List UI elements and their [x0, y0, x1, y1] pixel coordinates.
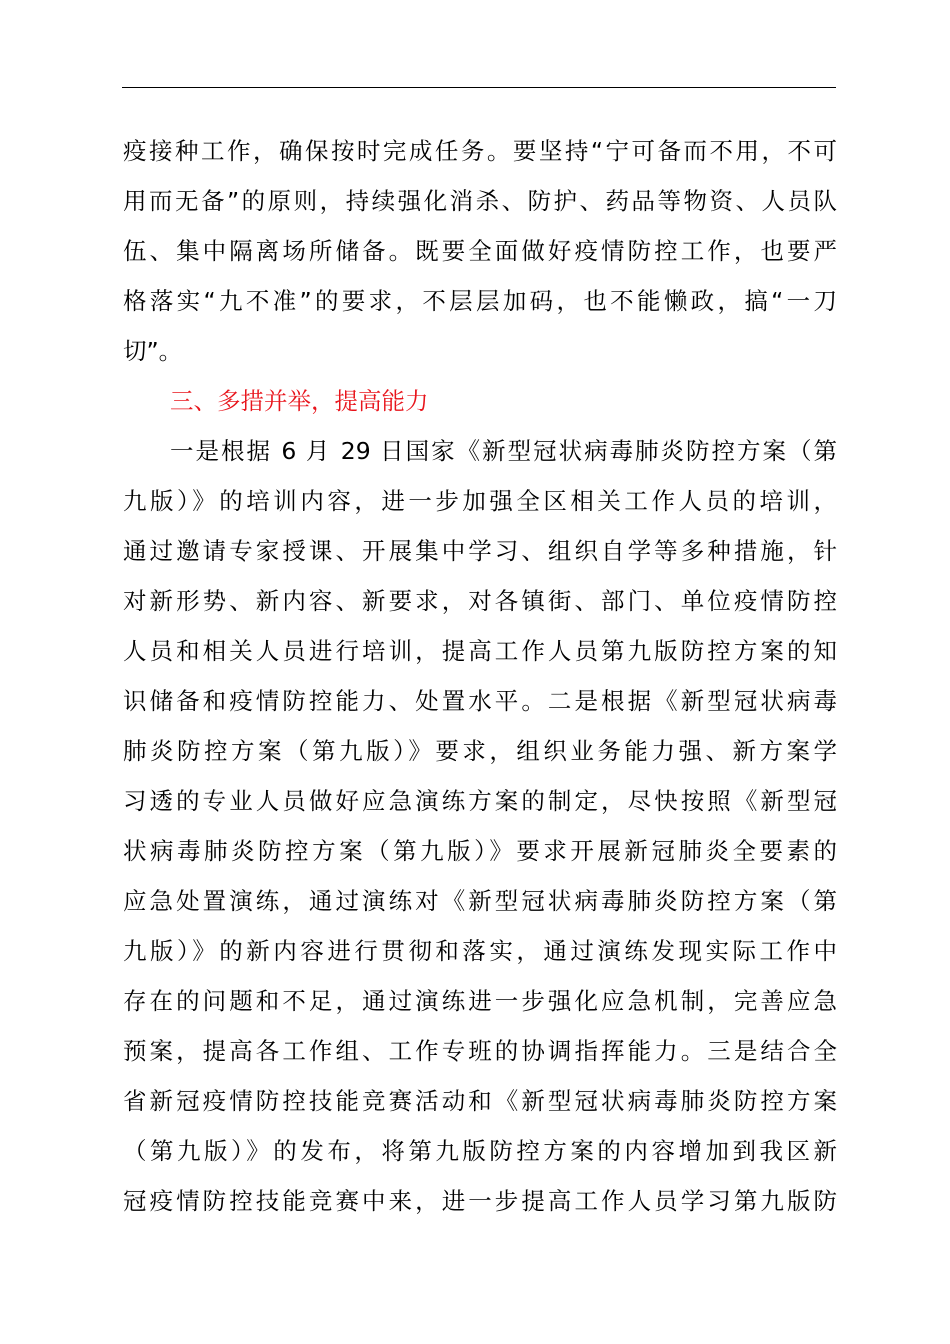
text-line: 格落实“九不准”的要求，不层层加码，也不能懒政，搞“一刀	[123, 287, 837, 315]
section-heading: 三、多措并举，提高能力	[170, 387, 429, 415]
text-line: 习透的专业人员做好应急演练方案的制定，尽快按照《新型冠	[123, 787, 837, 815]
text-line: 肺炎防控方案（第九版）》要求，组织业务能力强、新方案学	[123, 737, 837, 765]
text-line: 识储备和疫情防控能力、处置水平。二是根据《新型冠状病毒	[123, 687, 837, 715]
text-line: （第九版）》的发布，将第九版防控方案的内容增加到我区新	[123, 1137, 837, 1165]
text-line: 冠疫情防控技能竞赛中来，进一步提高工作人员学习第九版防	[123, 1187, 837, 1215]
text-line: 省新冠疫情防控技能竞赛活动和《新型冠状病毒肺炎防控方案	[123, 1087, 837, 1115]
paragraph	[123, 126, 837, 376]
text-line: 对新形势、新内容、新要求，对各镇街、部门、单位疫情防控	[123, 587, 837, 615]
text-line: 存在的问题和不足，通过演练进一步强化应急机制，完善应急	[123, 987, 837, 1015]
text-line: 状病毒肺炎防控方案（第九版）》要求开展新冠肺炎全要素的	[123, 837, 837, 865]
text-line: 预案，提高各工作组、工作专班的协调指挥能力。三是结合全	[123, 1037, 837, 1065]
text-line: 人员和相关人员进行培训，提高工作人员第九版防控方案的知	[123, 637, 837, 665]
header-rule	[122, 87, 836, 88]
text-line: 通过邀请专家授课、开展集中学习、组织自学等多种措施，针	[123, 537, 837, 565]
text-line: 九版）》的培训内容，进一步加强全区相关工作人员的培训，	[123, 487, 837, 515]
text-line: 九版）》的新内容进行贯彻和落实，通过演练发现实际工作中	[123, 937, 837, 965]
text-line: 疫接种工作，确保按时完成任务。要坚持“宁可备而不用，不可	[123, 137, 837, 165]
text-line: 切”。	[123, 337, 183, 365]
paragraph	[123, 426, 837, 1226]
text-line: 应急处置演练，通过演练对《新型冠状病毒肺炎防控方案（第	[123, 887, 837, 915]
text-line: 伍、集中隔离场所储备。既要全面做好疫情防控工作，也要严	[123, 237, 837, 265]
document-body	[123, 126, 837, 1226]
text-line: 一是根据 6 月 29 日国家《新型冠状病毒肺炎防控方案（第	[170, 437, 837, 465]
text-line: 用而无备”的原则，持续强化消杀、防护、药品等物资、人员队	[123, 187, 837, 215]
